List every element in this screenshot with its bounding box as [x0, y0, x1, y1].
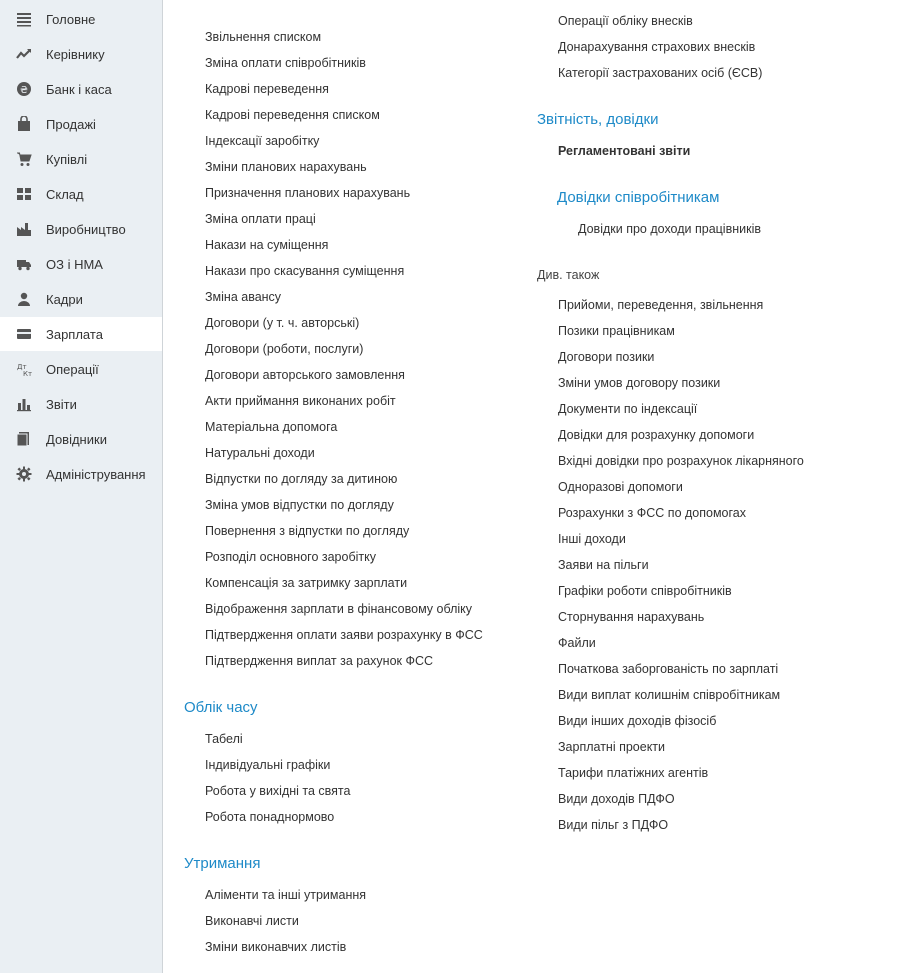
link-item[interactable]: Операції обліку внесків	[558, 14, 693, 28]
link-item[interactable]: Види доходів ПДФО	[558, 792, 675, 806]
link-item[interactable]: Види пільг з ПДФО	[558, 818, 669, 832]
person-icon	[16, 291, 32, 307]
trend-up-icon	[16, 46, 32, 62]
link-item[interactable]: Донарахування страхових внесків	[558, 40, 756, 54]
link-item[interactable]: Графіки роботи співробітників	[558, 584, 732, 598]
sidebar-item-label: Операції	[46, 362, 99, 377]
sidebar-item-label: Адміністрування	[46, 467, 146, 482]
sidebar-item-label: Керівнику	[46, 47, 105, 62]
section-title-deductions: Утримання	[184, 855, 261, 872]
link-item[interactable]: Повернення з відпустки по догляду	[205, 524, 410, 538]
link-item[interactable]: Відпустки по догляду за дитиною	[205, 472, 398, 486]
sidebar-item-11[interactable]	[0, 387, 162, 421]
sidebar-item-10[interactable]	[0, 352, 162, 386]
sidebar-item-5[interactable]	[0, 177, 162, 211]
link-item[interactable]: Зміни виконавчих листів	[205, 940, 347, 954]
dt-kt-icon	[16, 361, 32, 377]
link-item[interactable]: Зміна оплати праці	[205, 212, 316, 226]
link-item[interactable]: Зарплатні проекти	[558, 740, 666, 754]
link-item[interactable]: Підтвердження оплати заяви розрахунку в ФСС	[205, 628, 483, 642]
gear-icon	[16, 466, 32, 482]
grid-icon	[16, 186, 32, 202]
link-item[interactable]: Вхідні довідки про розрахунок лікарняного	[558, 454, 804, 468]
link-item[interactable]: Договори (у т. ч. авторські)	[205, 316, 360, 330]
link-item[interactable]: Робота понаднормово	[205, 810, 335, 824]
sidebar-item-label: Купівлі	[46, 152, 88, 167]
truck-icon	[16, 256, 32, 272]
link-item[interactable]: Зміни планових нарахувань	[205, 160, 367, 174]
section-title-time: Облік часу	[184, 699, 258, 716]
sidebar-item-label: Головне	[46, 12, 96, 27]
link-item[interactable]: Початкова заборгованість по зарплаті	[558, 662, 779, 676]
link-item[interactable]: Акти приймання виконаних робіт	[205, 394, 396, 408]
sidebar-item-label: Кадри	[46, 292, 83, 307]
sidebar-item-13[interactable]	[0, 457, 162, 491]
sidebar-item-1[interactable]	[0, 37, 162, 71]
link-item[interactable]: Підтвердження виплат за рахунок ФСС	[205, 654, 434, 668]
link-item[interactable]: Матеріальна допомога	[205, 420, 338, 434]
link-item[interactable]: Зміна умов відпустки по догляду	[205, 498, 394, 512]
link-item[interactable]: Розрахунки з ФСС по допомогах	[558, 506, 746, 520]
sidebar-item-6[interactable]	[0, 212, 162, 246]
sidebar-item-label: Банк і каса	[46, 82, 112, 97]
link-item[interactable]: Індексації заробітку	[205, 134, 320, 148]
link-item[interactable]: Сторнування нарахувань	[558, 610, 705, 624]
link-item[interactable]: Файли	[558, 636, 596, 650]
link-item[interactable]: Натуральні доходи	[205, 446, 315, 460]
link-item[interactable]: Розподіл основного заробітку	[205, 550, 376, 564]
link-item[interactable]: Довідки для розрахунку допомоги	[558, 428, 755, 442]
section-title-reports: Звітність, довідки	[537, 111, 659, 128]
sidebar-item-label: ОЗ і НМА	[46, 257, 103, 272]
link-item[interactable]: Накази на суміщення	[205, 238, 329, 252]
link-item[interactable]: Категорії застрахованих осіб (ЄСВ)	[558, 66, 763, 80]
link-item[interactable]: Виконавчі листи	[205, 914, 299, 928]
section-title-certs: Довідки співробітникам	[557, 189, 720, 206]
sidebar-item-label: Зарплата	[46, 327, 103, 342]
link-item[interactable]: Інші доходи	[558, 532, 626, 546]
cart-icon	[16, 151, 32, 167]
link-item[interactable]: Види виплат колишнім співробітникам	[558, 688, 781, 702]
sidebar-item-8[interactable]	[0, 282, 162, 316]
sidebar-item-7[interactable]	[0, 247, 162, 281]
link-item[interactable]: Кадрові переведення списком	[205, 108, 380, 122]
link-item[interactable]: Договори (роботи, послуги)	[205, 342, 364, 356]
wallet-icon	[16, 326, 32, 342]
link-item[interactable]: Зміни умов договору позики	[558, 376, 721, 390]
link-item[interactable]: Компенсація за затримку зарплати	[205, 576, 408, 590]
sidebar-item-2[interactable]	[0, 72, 162, 106]
svg-text:Кт: Кт	[23, 370, 32, 377]
link-item[interactable]: Табелі	[205, 732, 243, 746]
sidebar-item-label: Виробництво	[46, 222, 126, 237]
link-item[interactable]: Зміна оплати співробітників	[205, 56, 366, 70]
sidebar-item-label: Продажі	[46, 117, 96, 132]
link-item[interactable]: Звільнення списком	[205, 30, 322, 44]
link-item[interactable]: Заяви на пільги	[558, 558, 649, 572]
sidebar-item-9[interactable]	[0, 317, 162, 351]
link-item[interactable]: Регламентовані звіти	[558, 144, 691, 158]
sidebar-item-12[interactable]	[0, 422, 162, 456]
link-item[interactable]: Договори позики	[558, 350, 655, 364]
bar-chart-icon	[16, 396, 32, 412]
link-item[interactable]: Документи по індексації	[558, 402, 698, 416]
link-item[interactable]: Кадрові переведення	[205, 82, 329, 96]
link-item[interactable]: Аліменти та інші утримання	[205, 888, 367, 902]
sidebar-item-label: Склад	[46, 187, 84, 202]
sidebar-item-4[interactable]	[0, 142, 162, 176]
svg-text:Дт: Дт	[17, 363, 27, 371]
link-item[interactable]: Робота у вихідні та свята	[205, 784, 351, 798]
coin-icon	[16, 81, 32, 97]
factory-icon	[16, 221, 32, 237]
link-item[interactable]: Накази про скасування суміщення	[205, 264, 405, 278]
sidebar-item-label: Довідники	[46, 432, 107, 447]
link-item[interactable]: Тарифи платіжних агентів	[558, 766, 709, 780]
link-item[interactable]: Прийоми, переведення, звільнення	[558, 298, 764, 312]
link-item[interactable]: Позики працівникам	[558, 324, 675, 338]
link-item[interactable]: Одноразові допомоги	[558, 480, 683, 494]
link-item[interactable]: Зміна авансу	[205, 290, 282, 304]
shopping-bag-icon	[16, 116, 32, 132]
link-item[interactable]: Призначення планових нарахувань	[205, 186, 411, 200]
sidebar-item-0[interactable]	[0, 2, 162, 36]
sidebar-item-label: Звіти	[46, 397, 77, 412]
link-item[interactable]: Види інших доходів фізосіб	[558, 714, 717, 728]
link-item[interactable]: Індивідуальні графіки	[205, 758, 331, 772]
see-also-label: Див. також	[537, 268, 600, 282]
svg-text:₴: ₴	[20, 85, 28, 96]
link-item[interactable]: Договори авторського замовлення	[205, 368, 405, 382]
sidebar-item-3[interactable]	[0, 107, 162, 141]
link-item[interactable]: Довідки про доходи працівників	[578, 222, 762, 236]
books-icon	[16, 431, 32, 447]
link-item[interactable]: Відображення зарплати в фінансовому обліку	[205, 602, 473, 616]
sidebar	[0, 0, 163, 973]
menu-lines-icon	[16, 11, 32, 27]
